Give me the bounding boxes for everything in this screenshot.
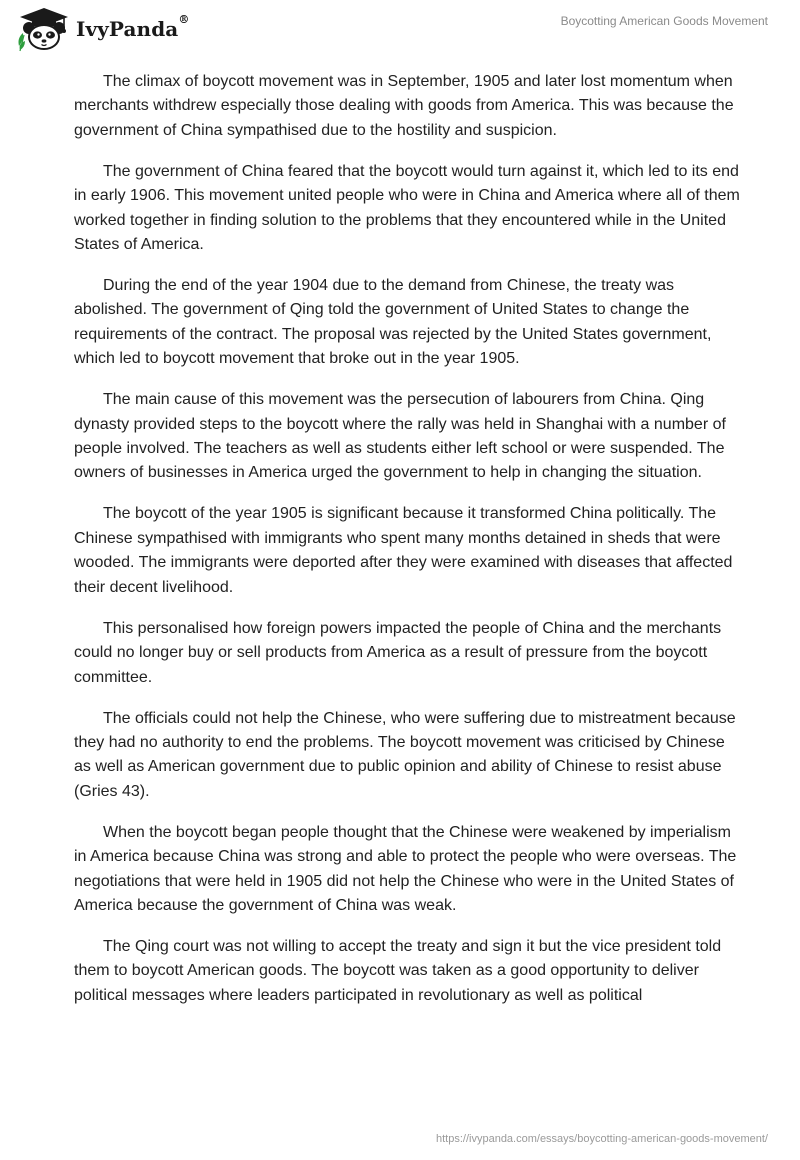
paragraph: The Qing court was not willing to accept the treaty and sign it but the vice president told them to boycott American goods. The boycott was taken as a good opportunity to deliver political messages where leaders participated in revolutionary as well as political (74, 937, 722, 1004)
paragraph: This personalised how foreign powers impacted the people of China and the merchants could no longer buy or sell products from America as a result of pressure from the boycott committee. (74, 619, 722, 686)
page-header (0, 0, 800, 66)
registered-mark: ® (178, 13, 190, 26)
paragraph: The climax of boycott movement was in September, 1905 and later lost momentum when merchants withdrew especially those dealing with goods from America. This was because the government of China sympathised due to the hostility and suspicion. (74, 73, 734, 139)
panda-graduate-icon (16, 6, 72, 52)
source-url-link[interactable]: https://ivypanda.com/essays/boycotting-american-goods-movement/ (436, 1133, 768, 1145)
paragraph: The boycott of the year 1905 is significant because it transformed China politically. The Chinese sympathised with immigrants who spent many months detained in sheds that were wooded. The immigrants were deported after they were examined with diseases that affected their decent livelihood. (74, 505, 733, 596)
essay-body (74, 70, 746, 1025)
paragraph: During the end of the year 1904 due to the demand from Chinese, the treaty was abolished. The government of Qing told the government of United States to change the requirements of the contract. The proposal was rejected by the United States government, which led to boycott movement that broke out in the year 1905. (74, 277, 712, 368)
paragraph: When the boycott began people thought that the Chinese were weakened by imperialism in America because China was strong and able to protect the people who were overseas. The negotiations that were held in 1905 did not help the Chinese who were in the United States of America because the government of China was weak. (74, 823, 737, 914)
ivypanda-logo[interactable] (16, 6, 189, 52)
paragraph: The officials could not help the Chinese, who were suffering due to mistreatment because they had no authority to end the problems. The boycott movement was criticised by Chinese as well as American government due to public opinion and ability of Chinese to resist abuse (Gries 43). (74, 709, 736, 800)
paragraph: The government of China feared that the boycott would turn against it, which led to its end in early 1906. This movement united people who were in China and America where all of them worked together in finding solution to the problems that they encountered while in the United States of America. (74, 162, 740, 254)
brand-name: IvyPanda® (76, 13, 190, 41)
paragraph: The main cause of this movement was the persecution of labourers from China. Qing dynasty provided steps to the boycott where the rally was held in Shanghai with a number of people involved. The teachers as well as students either left school or were suspended. The owners of businesses in America urged the government to help in changing the situation. (74, 391, 726, 482)
document-title: Boycotting American Goods Movement (560, 14, 768, 28)
